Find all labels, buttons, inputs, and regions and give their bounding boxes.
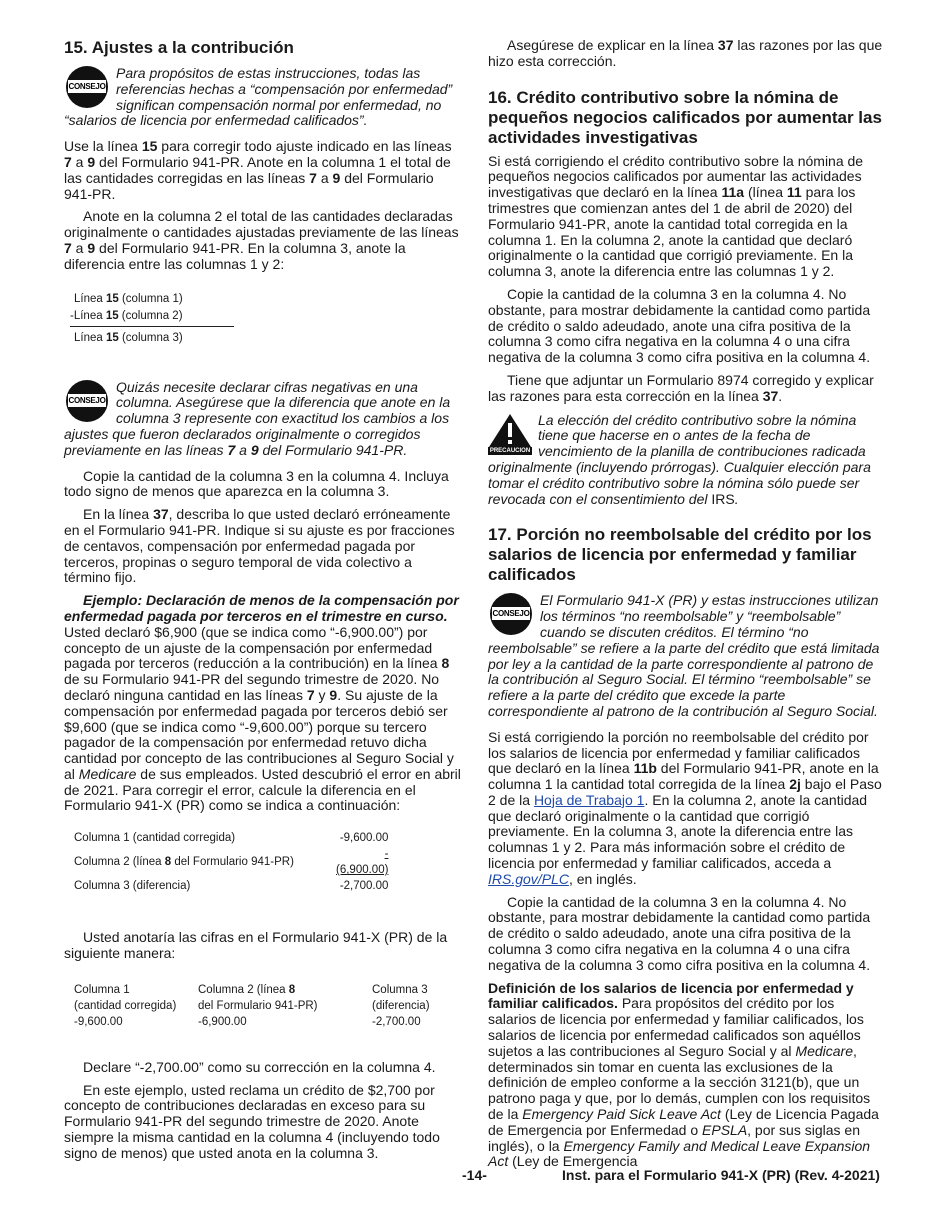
- paragraph-nonrefundable: Si está corrigiendo la porción no reembolsable del crédito por los salarios de licencia por enfermedad y familiar calificados que declaró en la línea 11b del Formulario 941-PR, anote en la columna 1 la cantidad total corregida de la línea 2j bajo el Paso 2 de la Hoja de Trabajo 1. En la columna 2, anote la cantidad que declaró originalmente o la cantidad que corrigió previamente. En la columna 3, anote la diferencia entre las columnas 1 y 2. Para más información sobre el crédito de licencia por enfermedad y familiar calificados, acceda a IRS.gov/PLC, en inglés.: [488, 728, 882, 887]
- worksheet-1-link[interactable]: Hoja de Trabajo 1: [533, 791, 645, 808]
- paragraph-8974: Tiene que adjuntar un Formulario 8974 corregido y explicar las razones para esta corrección en la línea 37.: [488, 371, 874, 404]
- example-calc-table: [70, 830, 392, 894]
- paragraph-declare: Declare “-2,700.00” como su corrección en la columna 4.: [83, 1058, 436, 1075]
- paragraph-example-credit: En este ejemplo, usted reclama un crédito de $2,700 por concepto de contribuciones declaradas en exceso para su Formulario 941-PR del segundo trimestre de 2020. Anote siempre la misma cantidad en la columna 4 (incluyendo todo signo de menos) que usted anota en la columna 3.: [64, 1081, 440, 1161]
- paragraph-copy-16: Copie la cantidad de la columna 3 en la columna 4. No obstante, para mostrar debidamente la cantidad como partida de crédito o saldo adeudado, anote una cifra positiva de la columna 3 como cifra negativa en la columna 4 o una cifra negativa de la columna 3 como cifra positiva en la columna 4.: [488, 285, 871, 366]
- caution-note: PRECAUCION La elección del crédito contributivo sobre la nómina tiene que hacerse en o antes de la fecha de vencimiento de la planilla de contribuciones radicada originalmente (incluyendo prórrogas). Cualquier elección para tomar el crédito contributivo sobre la nómina sólo puede ser revocada con el consentimiento del IRS.: [488, 411, 871, 507]
- table-row: Columna 1 (cantidad corregida) -9,600.00: [74, 832, 389, 845]
- right-column: [488, 38, 886, 1177]
- calc-row: Línea 15 (columna 1): [74, 292, 183, 305]
- calc-line15: [70, 289, 234, 346]
- table-row: Columna 3 (diferencia) -2,700.00: [74, 880, 389, 893]
- caution-icon: PRECAUCION: [488, 413, 532, 457]
- tip-note-1: [64, 66, 462, 129]
- form-footer-title: Inst. para el Formulario 941-X (PR) (Rev. 4-2021): [562, 1167, 880, 1183]
- paragraph-copy-17: Copie la cantidad de la columna 3 en la columna 4. No obstante, para mostrar debidamente la cantidad como partida de crédito o saldo adeudado, anote una cifra positiva de la columna 3 como cifra negativa en la columna 4 o una cifra negativa de la columna 3 como cifra positiva en la columna 4.: [488, 893, 871, 973]
- paragraph-explain-37: Asegúrese de explicar en la línea 37 las razones por las que hizo esta corrección.: [488, 37, 883, 69]
- left-column: [64, 38, 462, 1169]
- page-number: -14-: [462, 1167, 487, 1183]
- paragraph-definition: Definición de los salarios de licencia por enfermedad y familiar calificados. Para propósitos del crédito por los salarios de licencia por enfermedad y familiar calificados, los salarios de licencia por enfermedad calificados son aquéllos sujetos a las contribuciones al Seguro Social y al Medicare, determinados sin tomar en cuenta las exclusiones de la definición de empleo conforme a la sección 3121(b), que un patrono paga y que, por lo demás, cumplen con los requisitos de la Emergency Paid Sick Leave Act (Ley de Licencia Pagada de Emergencia por Enfermedad o EPSLA, por sus siglas en inglés), o la Emergency Family and Medical Leave Expansion Act (Ley de Emergencia: [488, 979, 879, 1170]
- tip-note-2: CONSEJO Quizás necesite declarar cifras negativas en una columna. Asegúrese que la diferencia que anote en la columna 3 represente con exactitud los cambios a los ajustes que fueron declarados originalmente o corregidos previamente en las líneas 7 a 9 del Formulario 941-PR.: [64, 378, 451, 458]
- section-15-title: 15. Ajustes a la contribución: [64, 38, 294, 57]
- paragraph-example: Ejemplo: Declaración de menos de la compensación por enfermedad pagada por terceros en el trimestre en curso. Usted declaró $6,900 (que se indica como “-6,900.00”) por concepto de un ajuste de la compensación por enfermedad pagada por terceros (reducción a la contribución) en la línea 8 de su Formulario 941-PR del segundo trimestre de 2020. No declaró ninguna cantidad en las líneas 7 y 9. Su ajuste de la compensación por enfermedad pagada por terceros debió ser $9,600 (que se indica como “-9,600.00”) porque su tercero pagador de la compensación por enfermedad retuvo dicha cantidad por concepto de las contribuciones al Seguro Social y al Medicare de sus empleados. Usted descubrió el error en abril de 2021. Para corregir el error, calcule la diferencia en el Formulario 941-X (PR) como se indica a continuación:: [64, 592, 461, 814]
- consejo-icon: CONSEJO: [488, 593, 534, 635]
- paragraph-line15: Use la línea 15 para corregir todo ajuste indicado en las líneas 7 a 9 del Formulario 941-PR. Anote en la columna 1 el total de las cantidades corregidas en las líneas 7 a 9 del Formulario 941-PR.: [64, 138, 452, 202]
- paragraph-enter-figures: Usted anotaría las cifras en el Formulario 941-X (PR) de la siguiente manera:: [64, 929, 448, 962]
- calc-row: -Línea 15 (columna 2): [70, 307, 234, 327]
- tip-note-3: CONSEJO El Formulario 941-X (PR) y estas instrucciones utilizan los términos “no reembolsable” y “reembolsable” cuando se discuten créditos. El término “no reembolsable” se refiere a la parte del crédito que está limitada por ley a la cantidad de la parte correspondiente al patrono de la contribución al Seguro Social. El término “reembolsable” se refiere a la parte del crédito que excede la parte correspondiente al patrono de la contribución al Seguro Social.: [488, 592, 880, 719]
- section-16-title: 16. Crédito contributivo sobre la nómina de pequeños negocios calificados por aumentar las actividades investigativas: [488, 87, 882, 147]
- paragraph-copy: Copie la cantidad de la columna 3 en la columna 4. Incluya todo signo de menos que aparezca en la columna 3.: [64, 467, 449, 500]
- consejo-icon: CONSEJO: [64, 66, 110, 108]
- irs-plc-link[interactable]: IRS.gov/PLC: [488, 870, 569, 887]
- paragraph-line37: En la línea 37, describa lo que usted declaró erróneamente en el Formulario 941-PR. Indique si su ajuste es por fracciones de centavos, compensación por enfermedad pagada por terceros, propinas o seguro temporal de vida colectivo a término fijo.: [64, 506, 455, 586]
- paragraph-column2: Anote en la columna 2 el total de las cantidades declaradas originalmente o cantidades ajustadas previamente de las líneas 7 a 9 del Formulario 941-PR. En la columna 3, anote la diferencia entre las columnas 1 y 2:: [64, 208, 459, 272]
- section-17-title: 17. Porción no reembolsable del crédito por los salarios de licencia por enfermedad y familiar calificados: [488, 525, 872, 585]
- table-row: (cantidad corregida) del Formulario 941-PR) (diferencia): [74, 999, 430, 1012]
- consejo-icon: CONSEJO: [64, 380, 110, 422]
- table-row: -9,600.00 -6,900.00 -2,700.00: [74, 1015, 421, 1028]
- paragraph-credit-16: Si está corrigiendo el crédito contributivo sobre la nómina de pequeños negocios calificados por aumentar las actividades investigativas que declaró en la línea 11a (línea 11 para los trimestres que comienzan antes del 1 de abril de 2020) del Formulario 941-PR, anote la cantidad total corregida en la columna 1. En la columna 2, anote la cantidad que declaró originalmente o la cantidad que corrigió previamente. En la columna 3, anote la diferencia entre las columnas 1 y 2.: [488, 152, 864, 280]
- calc-row: Línea 15 (columna 3): [74, 331, 183, 344]
- table-row: Columna 1 Columna 2 (línea 8 Columna 3: [74, 983, 428, 996]
- table-row: Columna 2 (línea 8 del Formulario 941-PR) - (6,900.00): [74, 848, 389, 877]
- tip-text-1: Para propósitos de estas instrucciones, todas las referencias hechas a “compensación por enfermedad” significan compensación normal por enfermedad, no “salarios de licencia por enfermedad calificados”.: [64, 65, 453, 129]
- figures-table: [70, 982, 434, 1030]
